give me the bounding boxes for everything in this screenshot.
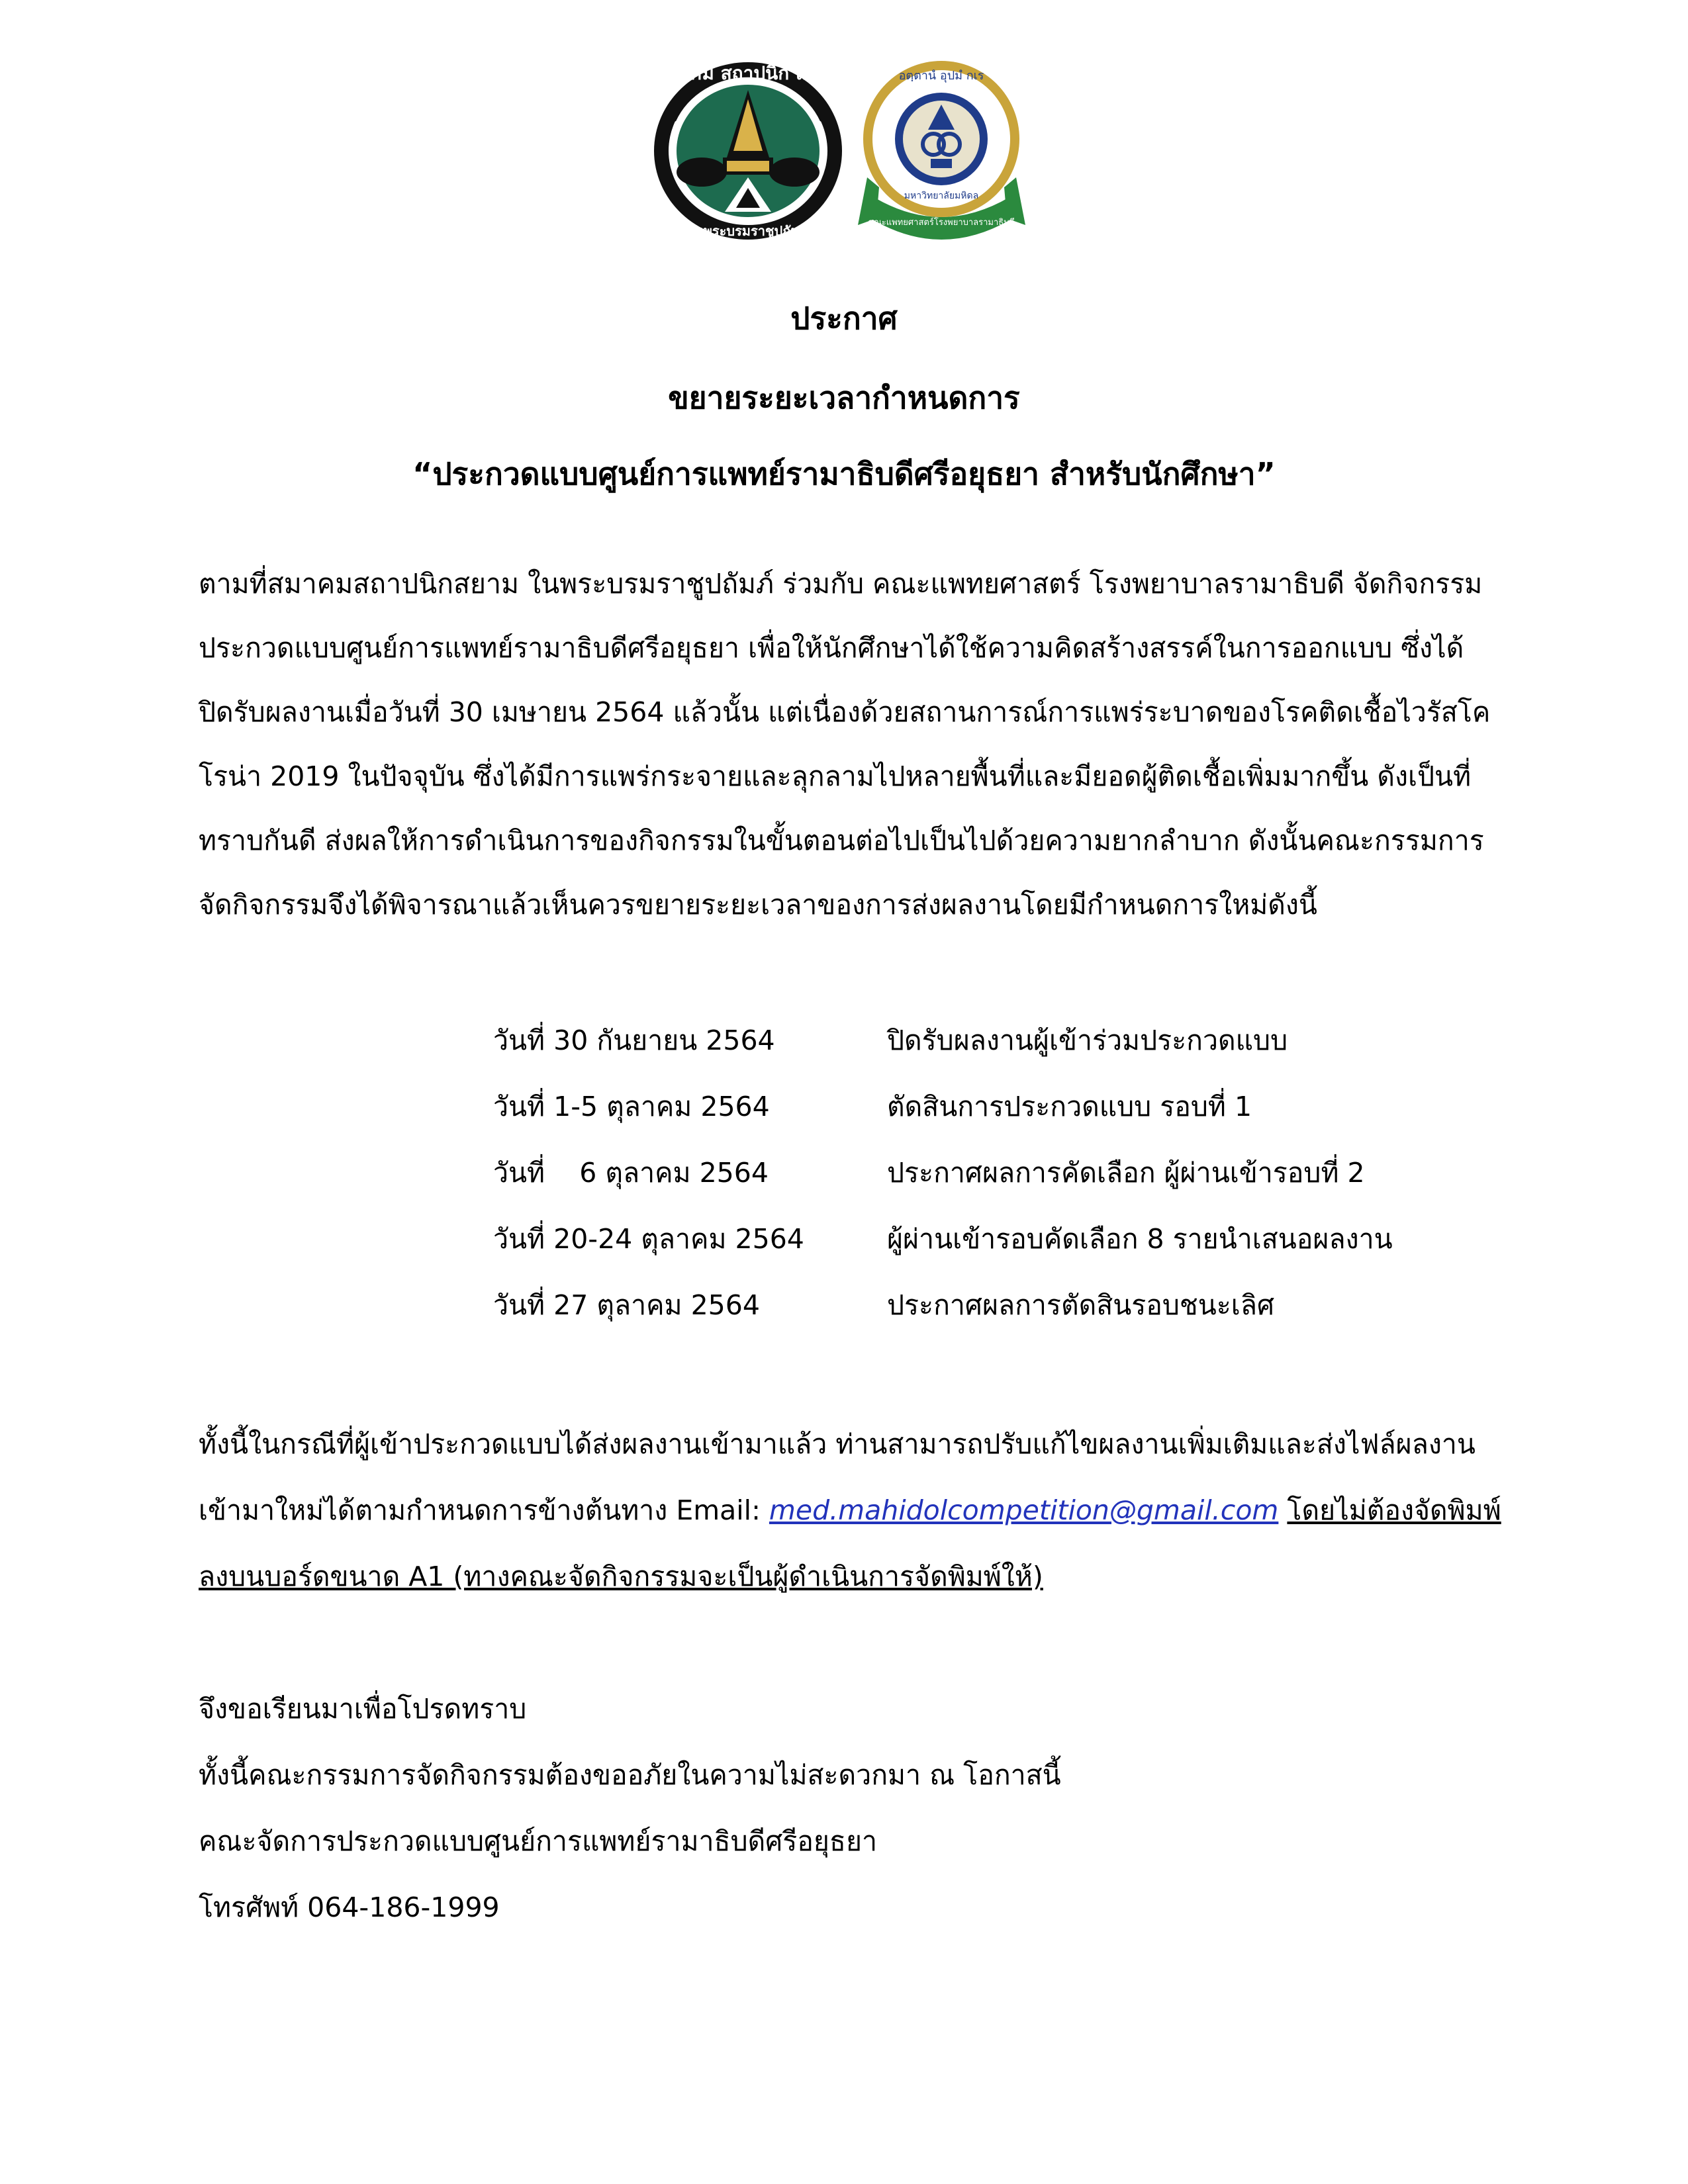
- schedule-desc: ตัดสินการประกวดแบบ รอบที่ 1: [887, 1091, 1252, 1122]
- announcement-subtitle: ขยายระยะเวลากำหนดการ: [668, 380, 1020, 416]
- closing-line: จึงขอเรียนมาเพื่อโปรดทราบ: [199, 1693, 527, 1725]
- svg-text:สมาคม สถาปนิก สยาม: สมาคม สถาปนิก สยาม: [655, 62, 841, 84]
- announcement-title: ประกาศ: [790, 300, 898, 336]
- email-label: เข้ามาใหม่ได้ตามกำหนดการข้างต้นทาง Email:: [199, 1494, 769, 1526]
- intro-line: ปิดรับผลงานเมื่อวันที่ 30 เมษายน 2564 แล้วนั้น แต่เนื่องด้วยสถานการณ์การแพร่ระบาดของโรคติดเชื้อไวรัสโค: [199, 696, 1491, 728]
- intro-line: โรน่า 2019 ในปัจจุบัน ซึ่งได้มีการแพร่กระจายและลุกลามไปหลายพื้นที่และมียอดผู้ติดเชื้อเพิ่มมากขึ้น ดังเป็นที่: [199, 760, 1472, 792]
- no-print-notice: โดยไม่ต้องจัดพิมพ์: [1287, 1494, 1501, 1526]
- closing-line: ทั้งนี้คณะกรรมการจัดกิจกรรมต้องขออภัยในความไม่สะดวกมา ณ โอกาสนี้: [199, 1759, 1061, 1791]
- contact-phone: โทรศัพท์ 064-186-1999: [199, 1891, 500, 1923]
- intro-line: ประกวดแบบศูนย์การแพทย์รามาธิบดีศรีอยุธยา เพื่อให้นักศึกษาได้ใช้ความคิดสร้างสรรค์ในการออกแบบ ซึ่งได้: [199, 632, 1464, 664]
- ramathibodi-emblem-logo: [854, 52, 1029, 250]
- svg-text:คณะแพทยศาสตร์โรงพยาบาลรามาธิบด: คณะแพทยศาสตร์โรงพยาบาลรามาธิบดี: [868, 218, 1015, 228]
- intro-line: จัดกิจกรรมจึงได้พิจารณาแล้วเห็นควรขยายระยะเวลาของการส่งผลงานโดยมีกำหนดการใหม่ดังนี้: [199, 889, 1317, 921]
- schedule-date: วันที่ 6 ตุลาคม 2564: [493, 1157, 769, 1189]
- closing-line: คณะจัดการประกวดแบบศูนย์การแพทย์รามาธิบดีศรีอยุธยา: [199, 1825, 877, 1857]
- asa-emblem-logo: [649, 58, 847, 244]
- svg-text:อตฺตานํ อุปมํ กเร: อตฺตานํ อุปมํ กเร: [898, 69, 984, 83]
- schedule-desc: ปิดรับผลงานผู้เข้าร่วมประกวดแบบ: [887, 1024, 1288, 1056]
- schedule-desc: ประกาศผลการตัดสินรอบชนะเลิศ: [887, 1289, 1274, 1321]
- note-line-email: [199, 1489, 1501, 1532]
- intro-line: ตามที่สมาคมสถาปนิกสยาม ในพระบรมราชูปถัมภ์ ร่วมกับ คณะแพทยศาสตร์ โรงพยาบาลรามาธิบดี จัดกิจกรรม: [199, 568, 1483, 600]
- schedule-date: วันที่ 30 กันยายน 2564: [493, 1024, 775, 1056]
- schedule-date: วันที่ 27 ตุลาคม 2564: [493, 1289, 760, 1321]
- schedule-date: วันที่ 20-24 ตุลาคม 2564: [493, 1223, 804, 1255]
- schedule-date: วันที่ 1-5 ตุลาคม 2564: [493, 1091, 770, 1122]
- schedule-desc: ประกาศผลการคัดเลือก ผู้ผ่านเข้ารอบที่ 2: [887, 1157, 1365, 1189]
- competition-name: “ประกวดแบบศูนย์การแพทย์รามาธิบดีศรีอยุธยา สำหรับนักศึกษา”: [412, 456, 1276, 492]
- email-link[interactable]: med.mahidolcompetition@gmail.com: [769, 1494, 1279, 1526]
- svg-text:ในพระบรมราชูปถัมภ์: ในพระบรมราชูปถัมภ์: [688, 223, 808, 239]
- intro-line: ทราบกันดี ส่งผลให้การดำเนินการของกิจกรรมในขั้นตอนต่อไปเป็นไปด้วยความยากลำบาก ดังนั้นคณะกรรมการ: [199, 825, 1484, 856]
- note-line: ลงบนบอร์ดขนาด A1 (ทางคณะจัดกิจกรรมจะเป็นผู้ดำเนินการจัดพิมพ์ให้): [199, 1561, 1043, 1592]
- schedule-desc: ผู้ผ่านเข้ารอบคัดเลือก 8 รายนำเสนอผลงาน: [887, 1223, 1393, 1255]
- svg-text:มหาวิทยาลัยมหิดล: มหาวิทยาลัยมหิดล: [904, 191, 979, 201]
- header-logos: [0, 52, 1688, 250]
- note-line: ทั้งนี้ในกรณีที่ผู้เข้าประกวดแบบได้ส่งผลงานเข้ามาแล้ว ท่านสามารถปรับแก้ไขผลงานเพิ่มเติมและส่งไฟล์ผลงาน: [199, 1428, 1476, 1460]
